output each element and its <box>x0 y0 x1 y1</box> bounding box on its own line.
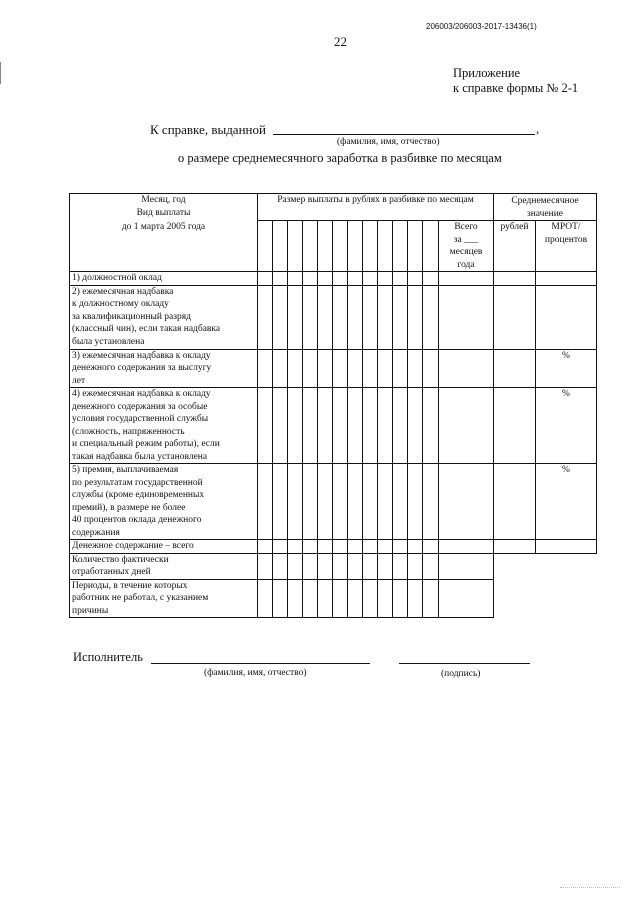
mrot-header-line-1: МРОТ/ <box>551 222 581 232</box>
row-text: условия государственной службы <box>72 414 209 424</box>
appendix-block <box>453 66 578 96</box>
month-col-3[interactable] <box>288 221 303 272</box>
row-label <box>70 285 258 349</box>
month-col-9[interactable] <box>378 221 393 272</box>
monthly-breakdown-header: Размер выплаты в рублях в разбивке по месяцам <box>258 194 494 221</box>
month-col-6[interactable] <box>333 221 348 272</box>
scan-artifact <box>560 887 620 889</box>
month-col-8[interactable] <box>363 221 378 272</box>
issued-to-label: К справке, выданной <box>150 122 266 137</box>
periods-total-cell[interactable] <box>439 579 494 618</box>
mrot-header <box>536 221 597 272</box>
table-row <box>70 388 597 464</box>
rubles-cell[interactable] <box>494 285 536 349</box>
table-row <box>70 285 597 349</box>
row-text: за квалификационный разряд <box>72 311 191 322</box>
month-col-5[interactable] <box>318 221 333 272</box>
average-header-line-2: значение <box>526 208 564 219</box>
total-cell[interactable] <box>439 285 494 349</box>
row-text: работник не работал, с указанием <box>72 593 209 603</box>
appendix-line-1: Приложение <box>453 66 521 80</box>
row-text: лет <box>72 375 86 386</box>
total-row <box>70 540 597 554</box>
days-total-cell[interactable] <box>439 553 494 579</box>
month-col-11[interactable] <box>408 221 423 272</box>
page-subtitle: о размере среднемесячного заработка в разбивке по месяцам <box>178 151 502 165</box>
month-year-header: Месяц, год <box>70 194 258 208</box>
row-text: 2) ежемесячная надбавка <box>72 286 174 297</box>
executor-label: Исполнитель <box>73 650 143 664</box>
mrot-cell[interactable]: % <box>536 388 597 464</box>
issued-to-field[interactable] <box>273 134 535 135</box>
row-text: (классный чин), если такая надбавка <box>72 324 221 334</box>
table-row <box>70 272 597 286</box>
month-col-1[interactable] <box>258 221 273 272</box>
row-text: к должностному окладу <box>72 299 169 309</box>
total-cell[interactable] <box>439 349 494 388</box>
total-row-label: Денежное содержание – всего <box>70 540 258 554</box>
row-label <box>70 349 258 388</box>
total-header <box>439 221 494 272</box>
days-row <box>70 553 597 579</box>
row-text: по результатам государственной <box>72 477 203 488</box>
payment-kind-header: Вид выплаты <box>70 207 258 220</box>
document-id: 206003/206003-2017-13436(1) <box>426 22 537 31</box>
row-text: содержания <box>72 527 120 538</box>
row-text: Количество фактически <box>72 554 169 565</box>
rubles-cell[interactable] <box>494 272 536 286</box>
total-header-line-2: за ___ <box>453 234 479 245</box>
row-text: Периоды, в течение которых <box>72 580 188 591</box>
total-cell[interactable] <box>439 388 494 464</box>
row-text: денежного содержания за особые <box>72 401 208 412</box>
salary-table <box>69 193 597 618</box>
row-label <box>70 272 258 286</box>
signature-field[interactable] <box>399 663 530 664</box>
row-text: 1) должностной оклад <box>72 273 162 283</box>
row-text: отработанных дней <box>72 567 151 577</box>
month-col-7[interactable] <box>348 221 363 272</box>
total-cell[interactable] <box>439 464 494 540</box>
page-number: 22 <box>334 34 347 49</box>
month-col-4[interactable] <box>303 221 318 272</box>
average-header-line-1: Среднемесячное <box>511 196 579 206</box>
mrot-cell[interactable]: % <box>536 464 597 540</box>
mrot-cell[interactable] <box>536 540 597 554</box>
total-cell[interactable] <box>439 272 494 286</box>
row-text: 5) премия, выплачиваемая <box>72 465 179 475</box>
periods-row-label <box>70 579 258 618</box>
row-text: службы (кроме единовременных <box>72 490 205 500</box>
payment-kind-date: до 1 марта 2005 года <box>70 221 258 272</box>
rubles-cell[interactable] <box>494 388 536 464</box>
table-row <box>70 349 597 388</box>
row-text: была установлена <box>72 336 145 347</box>
average-header <box>494 194 597 221</box>
row-text: причины <box>72 605 109 616</box>
row-label <box>70 464 258 540</box>
row-label <box>70 388 258 464</box>
row-text: денежного содержания за выслугу <box>72 363 212 373</box>
scan-margin-mark <box>0 62 3 84</box>
total-header-line-3: месяцев <box>449 247 483 257</box>
table-row <box>70 464 597 540</box>
row-text: 3) ежемесячная надбавка к окладу <box>72 350 211 361</box>
issued-to-comma: , <box>536 121 540 136</box>
executor-name-hint: (фамилия, имя, отчество) <box>204 668 307 678</box>
row-text: такая надбавка была установлена <box>72 451 208 462</box>
issued-to-hint: (фамилия, имя, отчество) <box>337 137 440 147</box>
executor-name-field[interactable] <box>151 663 370 664</box>
month-col-2[interactable] <box>273 221 288 272</box>
row-text: и специальный режим работы), если <box>72 439 220 449</box>
row-text: 4) ежемесячная надбавка к окладу <box>72 389 211 399</box>
days-row-label <box>70 553 258 579</box>
rubles-cell[interactable] <box>494 464 536 540</box>
mrot-cell[interactable] <box>536 285 597 349</box>
rubles-header: рублей <box>494 221 536 272</box>
month-col-10[interactable] <box>393 221 408 272</box>
row-text: (сложность, напряженность <box>72 426 185 437</box>
total-header-line-4: года <box>457 259 475 270</box>
issued-to-line <box>150 122 266 138</box>
signature-hint: (подпись) <box>441 669 481 679</box>
month-col-12[interactable] <box>423 221 439 272</box>
row-text: 40 процентов оклада денежного <box>72 515 202 525</box>
total-header-line-1: Всего <box>454 222 478 232</box>
rubles-cell[interactable] <box>494 349 536 388</box>
periods-row <box>70 579 597 618</box>
row-text: премий), в размере не более <box>72 502 186 513</box>
mrot-header-line-2: процентов <box>544 234 588 245</box>
mrot-cell[interactable] <box>536 272 597 286</box>
mrot-cell[interactable]: % <box>536 349 597 388</box>
total-cell[interactable] <box>439 540 494 554</box>
rubles-cell[interactable] <box>494 540 536 554</box>
appendix-line-2: к справке формы № 2-1 <box>453 81 579 95</box>
